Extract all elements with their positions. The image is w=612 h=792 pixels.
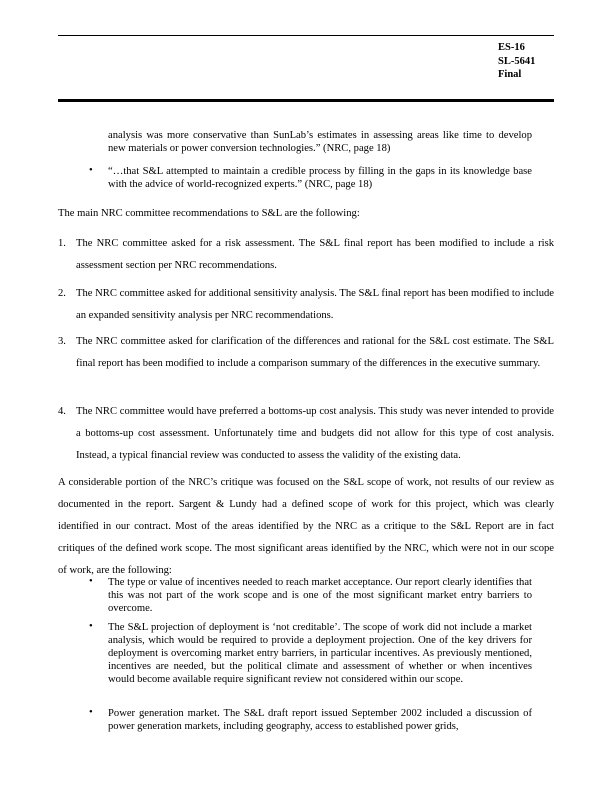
bullet-marker: • bbox=[89, 707, 93, 718]
scope-bullet-power-market: Power generation market. The S&L draft report issued September 2002 included a discussion of power generation markets, including geography, access to established power grids, bbox=[108, 708, 532, 732]
bullet-continuation-text: analysis was more conservative than SunLab’s estimates in assessing areas like time to develop new materials or power conversion technologies.” (NRC, page 18) bbox=[108, 130, 532, 154]
scope-bullet-deployment: The S&L projection of deployment is ‘not creditable’. The scope of work did not include a market analysis, which would be required to provide a deployment projection. One of the key drivers for deployment is overcoming market entry barriers, in particular incentives. As previously mentioned, incentives are needed, but the political climate and assessment of whether or when incentives would become available require significant review not considered within our scope. bbox=[108, 622, 532, 685]
bullet-marker: • bbox=[89, 576, 93, 587]
document-header bbox=[498, 41, 535, 82]
recommendation-text: The NRC committee would have preferred a bottoms-up cost analysis. This study was never intended to provide a bottoms-up cost assessment. Unfortunately time and budgets did not allow for this type of cost analysis. Instead, a typical financial review was conducted to assess the validity of the existing data. bbox=[76, 406, 554, 461]
recommendation-text: The NRC committee asked for clarification of the differences and rational for the S&L cost estimate. The S&L final report has been modified to include a comparison summary of the differences in the executive summary. bbox=[76, 336, 554, 369]
bullet-quote-text: “…that S&L attempted to maintain a credible process by filling in the gaps in its knowledge base with the advice of world-recognized experts.” (NRC, page 18) bbox=[108, 166, 532, 190]
recommendations-intro: The main NRC committee recommendations to S&L are the following: bbox=[58, 208, 360, 219]
document-status: Final bbox=[498, 69, 522, 80]
scope-bullet-incentives: The type or value of incentives needed to reach market acceptance. Our report clearly identifies that this was not part of the work scope and is one of the most significant market entry barriers to overcome. bbox=[108, 577, 532, 614]
scope-of-work-paragraph: A considerable portion of the NRC’s critique was focused on the S&L scope of work, not results of our review as documented in the report. Sargent & Lundy had a defined scope of work for this project, which was clearly identified in our contract. Most of the areas identified by the NRC as a critique to the S&L Report are in fact critiques of the defined work scope. The most significant areas identified by the NRC, which were not in our scope of work, are the following: bbox=[58, 477, 554, 576]
recommendation-number: 1. bbox=[58, 238, 66, 249]
recommendation-number: 2. bbox=[58, 288, 66, 299]
bullet-marker: • bbox=[89, 621, 93, 632]
recommendation-number: 4. bbox=[58, 406, 66, 417]
recommendation-text: The NRC committee asked for additional sensitivity analysis. The S&L final report has been modified to include an expanded sensitivity analysis per NRC recommendations. bbox=[76, 288, 554, 321]
recommendation-number: 3. bbox=[58, 336, 66, 347]
header-top-rule bbox=[58, 35, 554, 36]
bullet-marker: • bbox=[89, 165, 93, 176]
document-section-code: ES-16 bbox=[498, 42, 525, 53]
recommendation-text: The NRC committee asked for a risk assessment. The S&L final report has been modified to include a risk assessment section per NRC recommendations. bbox=[76, 238, 554, 271]
document-number: SL-5641 bbox=[498, 55, 536, 67]
header-bottom-rule bbox=[58, 99, 554, 102]
